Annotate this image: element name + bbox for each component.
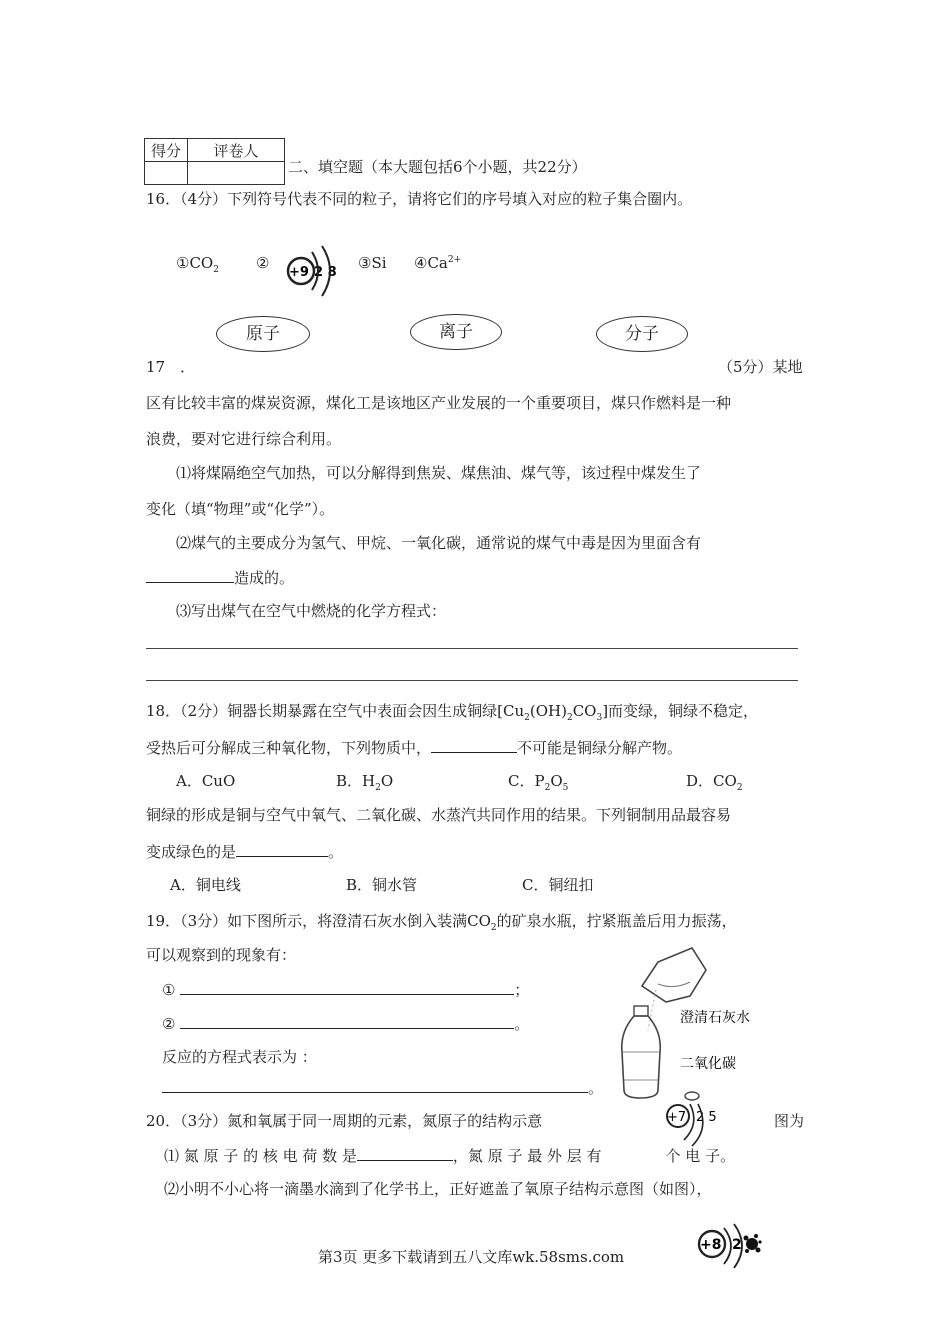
bottle-cap-icon xyxy=(634,1006,648,1016)
grader-header: 评卷人 xyxy=(188,139,285,162)
label-limewater: 澄清石灰水 xyxy=(680,1010,750,1026)
fluorine-ion-diagram xyxy=(284,240,346,300)
q18-option2-c: C．铜纽扣 xyxy=(522,876,594,894)
q19-blank2: ② 。 xyxy=(162,1012,529,1034)
beaker-icon xyxy=(642,948,706,1002)
score-table xyxy=(144,138,285,185)
nucleus-label: +7 xyxy=(667,1110,687,1125)
answer-blank[interactable] xyxy=(357,1144,453,1161)
oxygen-atom-diagram xyxy=(694,1222,766,1270)
q17-p1b: 变化（填“物理”或“化学”）。 xyxy=(146,500,335,518)
grader-cell xyxy=(188,162,285,185)
q16-item3: ③Si xyxy=(358,254,387,272)
answer-blank[interactable] xyxy=(602,1145,666,1161)
circle-atom: 原子 xyxy=(216,316,310,352)
q19-line2: 可以观察到的现象有： xyxy=(146,946,297,964)
q19-eq-blank: 。 xyxy=(162,1076,603,1098)
nucleus-label: +8 xyxy=(700,1237,722,1253)
answer-blank[interactable] xyxy=(146,566,234,583)
q18-line1: 18．（2分）铜器长期暴露在空气中表面会因生成铜绿$[Cu_2(OH)_2CO_3]$而变绿，铜绿不稳定， xyxy=(146,702,759,723)
q17-num: 17 ． xyxy=(146,358,196,376)
q19-eq-label: 反应的方程式表示为 ： xyxy=(162,1048,317,1066)
q18-line4: 变成绿色的是 。 xyxy=(146,840,343,862)
q16-item1: $①CO_2$ xyxy=(176,254,219,275)
q18-option-c: C．$P_2O_5$ xyxy=(508,772,569,793)
q18-option-d: D．$CO_2$ xyxy=(686,772,743,793)
bottle-figure xyxy=(612,940,792,1108)
q20-line1a: 20．（3分）氮和氧属于同一周期的元素，氮原子的结构示意 xyxy=(146,1112,543,1130)
circle-molecule: 分子 xyxy=(596,316,688,352)
ink-blot-icon xyxy=(744,1234,762,1253)
label-co2: 二氧化碳 xyxy=(680,1056,736,1072)
q18-option2-a: A．铜电线 xyxy=(170,876,241,894)
shell-label: 2 5 xyxy=(696,1110,717,1125)
shell-label: 2 8 xyxy=(314,265,337,280)
q18-option-b: B．$H_2O$ xyxy=(336,772,394,793)
answer-blank[interactable] xyxy=(180,978,514,995)
q19-blank1: ① ； xyxy=(162,978,529,1000)
answer-line-2[interactable] xyxy=(146,680,798,681)
q18-option2-b: B．铜水管 xyxy=(346,876,418,894)
nucleus-label: +9 xyxy=(289,265,309,280)
bottle-icon xyxy=(622,1016,661,1098)
answer-blank[interactable] xyxy=(236,840,328,857)
q18-line3: 铜绿的形成是铜与空气中氧气、二氧化碳、水蒸汽共同作用的结果。下列铜制用品最容易 xyxy=(146,806,732,824)
cap-on-ground-icon xyxy=(685,1092,699,1100)
q20-p1: ⑴ 氮 原 子 的 核 电 荷 数 是 ，氮 原 子 最 外 层 有 个 电 子。 xyxy=(164,1144,735,1166)
q20-line1b: 图为 xyxy=(774,1112,805,1130)
q16-item2: ② xyxy=(256,254,270,272)
score-cell xyxy=(145,162,188,185)
answer-blank[interactable] xyxy=(162,1076,588,1093)
q18-option-a: A．CuO xyxy=(176,772,236,790)
answer-blank[interactable] xyxy=(180,1012,514,1029)
q17-p1a: ⑴将煤隔绝空气加热，可以分解得到焦炭、煤焦油、煤气等，该过程中煤发生了 xyxy=(176,464,702,482)
q17-score: （5分）某地 xyxy=(718,358,803,376)
page-footer: 第3页 更多下载请到五八文库wk.58sms.com xyxy=(318,1248,625,1266)
section-title: 二、填空题（本大题包括6个小题，共22分） xyxy=(288,158,587,176)
nitrogen-atom-diagram xyxy=(664,1100,740,1148)
q17-p2a: ⑵煤气的主要成分为氢气、甲烷、一氧化碳，通常说的煤气中毒是因为里面含有 xyxy=(176,534,702,552)
q18-line2: 受热后可分解成三种氧化物，下列物质中， 不可能是铜绿分解产物。 xyxy=(146,736,682,758)
q17-line3: 浪费，要对它进行综合利用。 xyxy=(146,430,342,448)
q17-p3: ⑶写出煤气在空气中燃烧的化学方程式： xyxy=(176,602,447,620)
q20-p2: ⑵小明不小心将一滴墨水滴到了化学书上，正好遮盖了氧原子结构示意图（如图）， xyxy=(164,1180,712,1198)
circle-ion: 离子 xyxy=(410,314,502,350)
q16-text: 16．（4分）下列符号代表不同的粒子，请将它们的序号填入对应的粒子集合圈内。 xyxy=(146,190,693,208)
answer-blank[interactable] xyxy=(431,736,517,753)
score-header: 得分 xyxy=(145,139,188,162)
q19-line1: 19．（3分）如下图所示，将澄清石灰水倒入装满$CO_2$的矿泉水瓶，拧紧瓶盖后用力振荡， xyxy=(146,912,737,933)
answer-line-1[interactable] xyxy=(146,648,798,649)
shell-label: 2 xyxy=(732,1237,742,1253)
q17-line2: 区有比较丰富的煤炭资源，煤化工是该地区产业发展的一个重要项目，煤只作燃料是一种 xyxy=(146,394,732,412)
q17-p2b: 造成的。 xyxy=(146,566,294,588)
q16-item4: $④Ca^{2+}$ xyxy=(414,254,462,272)
